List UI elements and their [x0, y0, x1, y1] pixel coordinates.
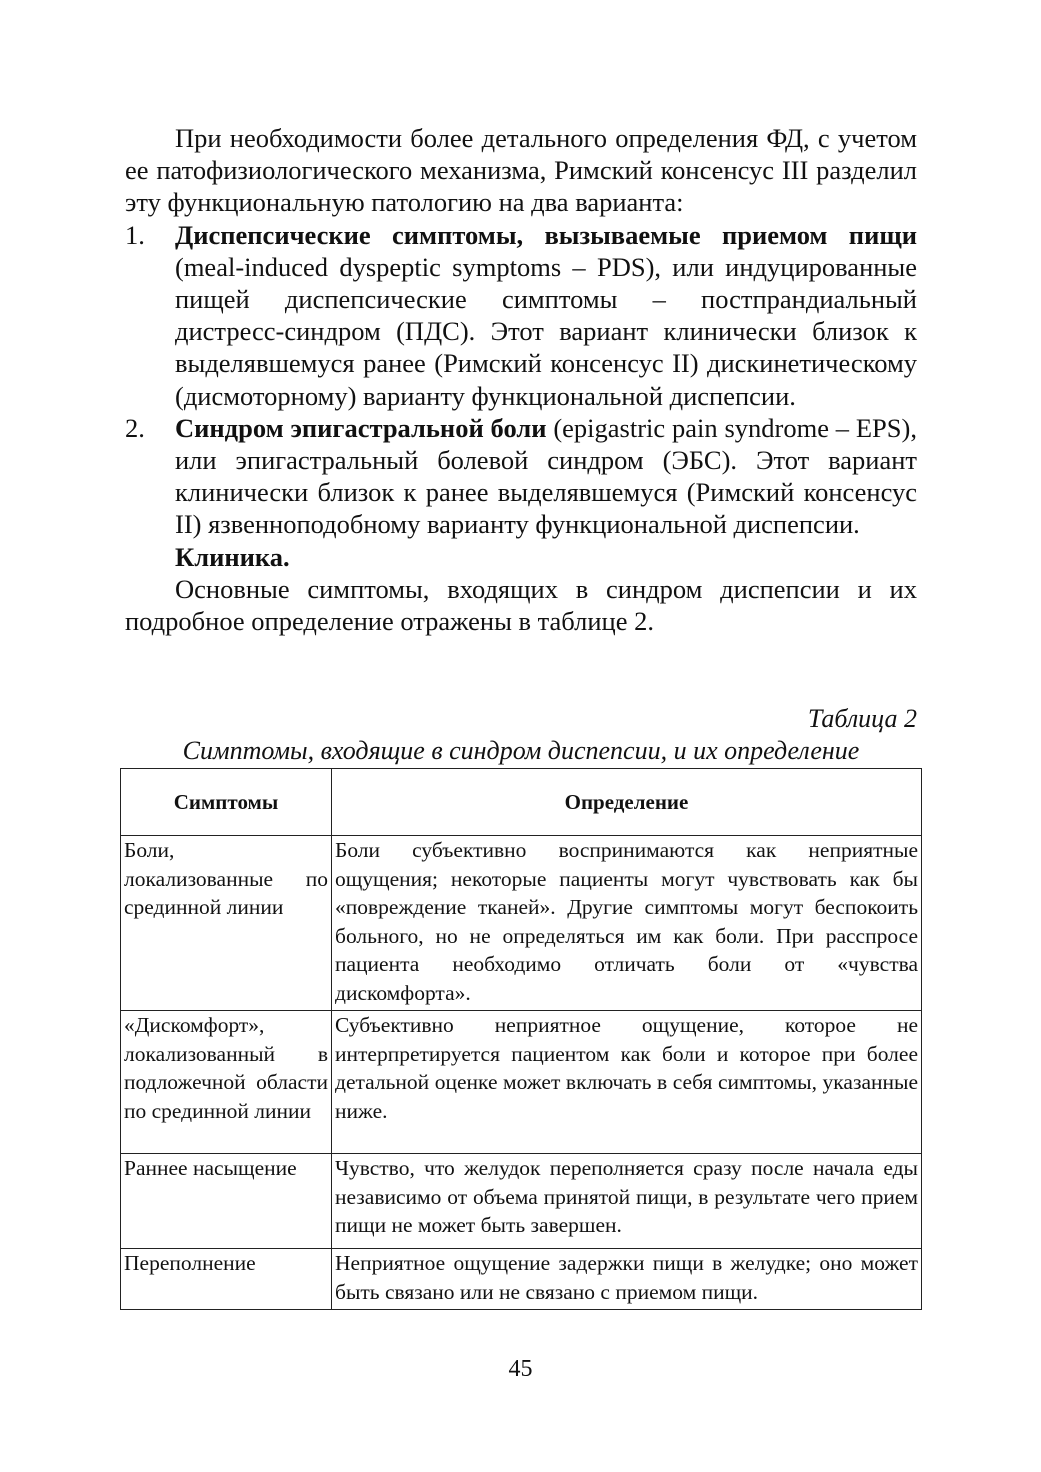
symptoms-table: [120, 768, 922, 1310]
list-item-1: [125, 219, 917, 412]
section-heading: Клиника.: [175, 541, 290, 572]
header-symptoms: Симптомы: [121, 769, 332, 836]
page-number: 45: [508, 1356, 533, 1382]
intro-paragraph: При необходимости более детального определения ФД, с учетом ее патофизиологического механизма, Римский консенсус III разделил эту функциональную патологию на два варианта:: [125, 123, 917, 218]
list-number-2: 2.: [125, 412, 145, 443]
table-label: Таблица 2: [807, 704, 917, 733]
list-number-1: 1.: [125, 219, 145, 250]
definition-cell: Неприятное ощущение задержки пищи в желудке; оно может быть связано или не связано с приемом пищи.: [332, 1249, 922, 1310]
table-caption: Симптомы, входящие в синдром диспепсии, и их определение: [182, 736, 860, 765]
outro-paragraph: Основные симптомы, входящих в синдром диспепсии и их подробное определение отражены в таблице 2.: [125, 573, 917, 637]
definition-cell: Боли субъективно воспринимаются как неприятные ощущения; некоторые пациенты могут чувствовать как бы «повреждение тканей». Другие симптомы могут беспокоить больного, но не определяться им как боли. При расспросе пациента необходимо отличать боли от «чувства дискомфорта».: [332, 836, 922, 1011]
item1-title: Диспепсические симптомы, вызываемые приемом пищи: [175, 219, 917, 250]
symptom-cell: «Дискомфорт», локализованный в подложечной области по срединной линии: [121, 1011, 332, 1154]
definition-cell: Чувство, что желудок переполняется сразу после начала еды независимо от объема принятой пищи, в результате чего прием пищи не может быть завершен.: [332, 1154, 922, 1249]
symptom-cell: Раннее насыщение: [121, 1154, 332, 1249]
table-row: [121, 1249, 922, 1310]
table-header-row: [121, 769, 922, 836]
table-row: [121, 1011, 922, 1154]
table-row: [121, 836, 922, 1011]
header-definition: Определение: [332, 769, 922, 836]
list-item-2: [125, 412, 917, 541]
item1-text: (meal-induced dyspeptic symptoms – PDS), или индуцированные пищей диспепсические симптомы – постпрандиальный дистресс-синдром (ПДС). Этот вариант клинически близок к выделявшемуся ранее (Римский консенсус II) дискинетическому (дисмоторному) варианту функциональной диспепсии.: [175, 251, 917, 411]
symptom-cell: Переполнение: [121, 1249, 332, 1310]
item2-text: (epigastric pain syndrome – EPS), или эпигастральный болевой синдром (ЭБС). Этот вариант клинически близок к ранее выделявшемуся (Римский консенсус II) язвенноподобному варианту функциональной диспепсии.: [175, 412, 917, 540]
symptom-cell: Боли, локализованные по срединной линии: [121, 836, 332, 1011]
body-text: [125, 122, 917, 637]
definition-cell: Субъективно неприятное ощущение, которое не интерпретируется пациентом как боли и которое при более детальной оценке может включать в себя симптомы, указанные ниже.: [332, 1011, 922, 1154]
table-row: [121, 1154, 922, 1249]
item2-title: Синдром эпигастральной боли: [175, 412, 547, 443]
